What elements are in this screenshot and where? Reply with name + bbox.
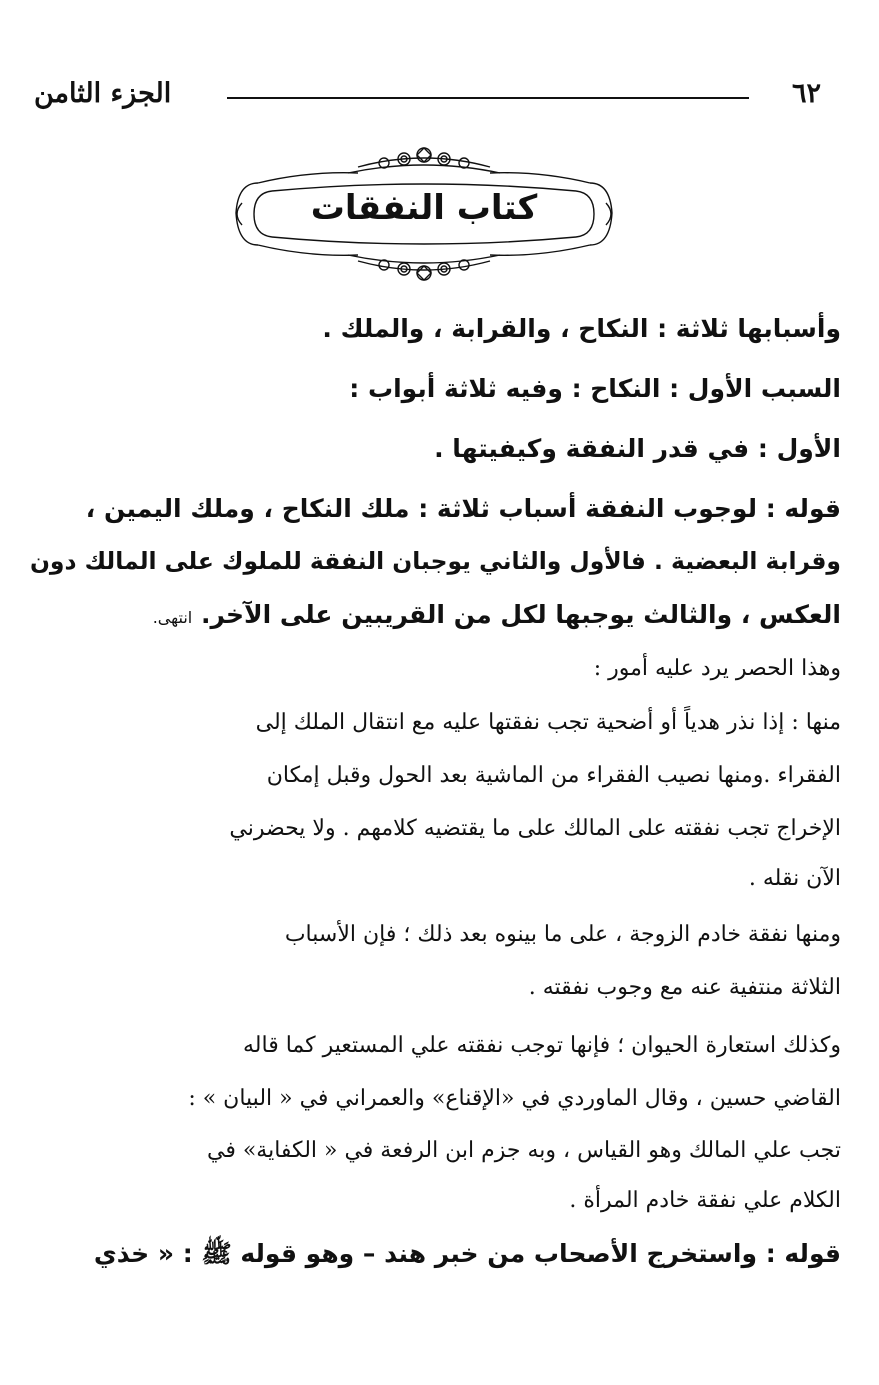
text-line: الإخراج تجب نفقته على المالك على ما يقتضيه كلامهم . ولا يحضرني [229, 816, 841, 841]
text-line: قوله : لوجوب النفقة أسباب ثلاثة : ملك النكاح ، وملك اليمين ، [85, 494, 841, 523]
text-line: الكلام علي نفقة خادم المرأة . [569, 1188, 841, 1213]
chapter-title: كتاب النفقات [310, 188, 538, 228]
text-line: وهذا الحصر يرد عليه أمور : [593, 656, 841, 681]
text-line-main: العكس ، والثالث يوجبها لكل من القريبين على الآخر. [200, 600, 841, 629]
running-header [34, 78, 821, 118]
text-line: وكذلك استعارة الحيوان ؛ فإنها توجب نفقته علي المستعير كما قاله [243, 1033, 841, 1058]
text-line: السبب الأول : النكاح : وفيه ثلاثة أبواب : [349, 374, 841, 403]
text-line: الأول : في قدر النفقة وكيفيتها . [434, 434, 841, 463]
text-line: الثلاثة منتفية عنه مع وجوب نفقته . [528, 975, 841, 1000]
text-line: وأسبابها ثلاثة : النكاح ، والقرابة ، والملك . [322, 314, 841, 343]
text-line: القاضي حسين ، وقال الماوردي في «الإقناع» والعمراني في « البيان » : [188, 1086, 841, 1111]
running-title: الجزء الثامن [34, 78, 172, 109]
text-line: تجب علي المالك وهو القياس ، وبه جزم ابن الرفعة في « الكفاية» في [206, 1138, 841, 1163]
text-line: الفقراء .ومنها نصيب الفقراء من الماشية بعد الحول وقبل إمكان [266, 763, 841, 788]
header-rule [227, 97, 749, 99]
page-number: ٦٢ [791, 78, 821, 109]
text-line: الآن نقله . [748, 866, 841, 891]
chapter-title-frame [228, 143, 620, 285]
text-line-suffix: انتهى. [152, 608, 193, 627]
text-line: ومنها نفقة خادم الزوجة ، على ما بينوه بعد ذلك ؛ فإن الأسباب [284, 922, 841, 947]
text-line: منها : إذا نذر هدياً أو أضحية تجب نفقتها عليه مع انتقال الملك إلى [255, 710, 841, 735]
text-line: وقرابة البعضية . فالأول والثاني يوجبان النفقة للملوك على المالك دون [29, 547, 841, 575]
text-line: قوله : واستخرج الأصحاب من خبر هند – وهو قوله ﷺ : « خذي [93, 1239, 841, 1268]
text-line [153, 600, 841, 629]
